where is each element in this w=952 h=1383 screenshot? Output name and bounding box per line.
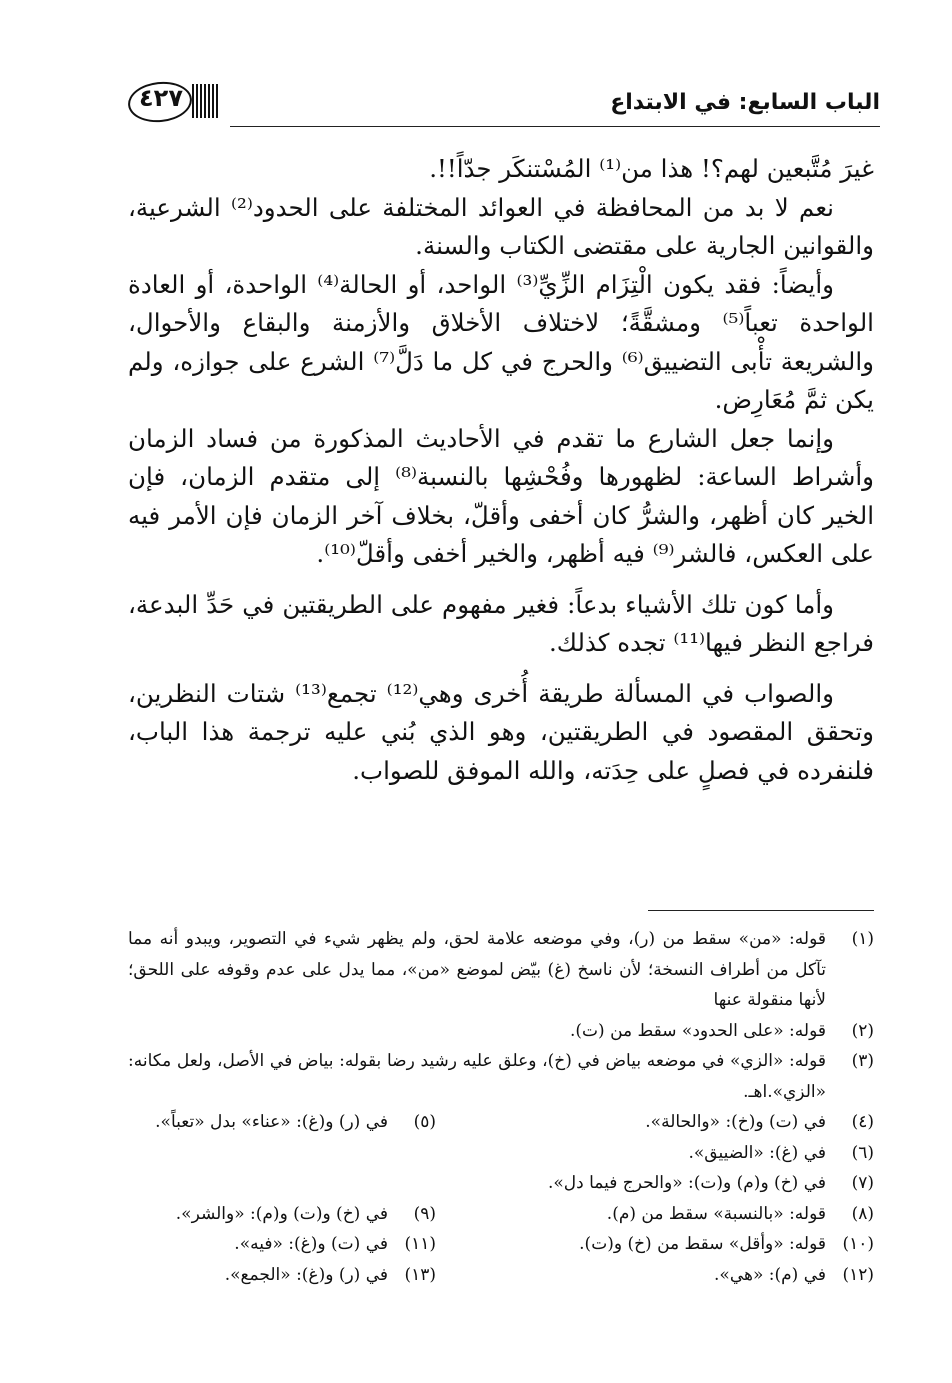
- running-header: [110, 60, 880, 130]
- footnote-number: (١٣): [404, 1264, 436, 1285]
- footnote-10: [436, 1229, 874, 1260]
- footnote-11: [234, 1229, 436, 1260]
- footnote-number: (٧): [851, 1173, 874, 1193]
- footnote-4: [436, 1107, 874, 1138]
- footnote-number: (٨): [851, 1203, 874, 1224]
- footnote-text: في (غ): «الضييق».: [688, 1142, 826, 1163]
- footnote-row: [128, 1260, 874, 1291]
- footnote-number: (٩): [413, 1203, 436, 1224]
- paragraph-5: وأما كون تلك الأشياء بدعاً: فغير مفهوم على الطريقتين في حَدِّ البدعة، فراجع النظر فيها⁽¹¹⁾ تجده كذلك.: [128, 589, 874, 657]
- footnote-number: (١٢): [842, 1264, 874, 1285]
- paragraph-2: نعم لا بد من المحافظة في العوائد المختلفة على الحدود⁽²⁾ الشرعية، والقوانين الجارية على مقتضى الكتاب والسنة.: [128, 192, 874, 260]
- footnote-text: في (ر) و(غ): «الجمع».: [224, 1264, 388, 1285]
- footnote-text: في (ت) و(غ): «فيه».: [234, 1234, 388, 1254]
- footnote-text: قوله: «وأقل» سقط من (خ) و(ت).: [579, 1234, 826, 1254]
- paragraph-6: والصواب في المسألة طريقة أُخرى وهي⁽¹²⁾ تجمع⁽¹³⁾ شتات النظرين، وتحقق المقصود في الطريقتين، وهو الذي بُني عليه ترجمة هذا الباب، فلنفرده في فصلٍ على حِدَته، والله الموفق للصواب.: [128, 678, 874, 785]
- paragraph-1: غيرَ مُتَّبعين لهم؟! هذا من⁽¹⁾ المُسْتنكَر جدّاً!!.: [429, 154, 874, 183]
- footnote-row: [128, 1229, 874, 1260]
- footnote-number: (١٠): [842, 1234, 874, 1254]
- footnote-1: [128, 924, 874, 1016]
- footnote-separator: [648, 910, 874, 911]
- footnote-text: في (ت) و(خ): «والحالة».: [645, 1112, 826, 1132]
- paragraph-3: وأيضاً: فقد يكون الْتِزَام الزِّيِّ⁽³⁾ الواحد، أو الحالة⁽⁴⁾ الواحدة، أو العادة الواحدة تعباً⁽⁵⁾ ومشقَّةً؛ لاختلاف الأخلاق والأزمنة والبقاع والأحوال، والشريعة تأْبى التضييق⁽⁶⁾ والحرج في كل ما دَلَّ⁽⁷⁾ الشرع على جوازه، ولم يكن ثمَّ مُعَارِض.: [128, 269, 875, 414]
- footnote-5: [155, 1107, 436, 1138]
- footnote-number: (٤): [851, 1112, 874, 1132]
- chapter-title: الباب السابع: في الابتداع: [610, 90, 880, 115]
- footnote-number: (٥): [413, 1112, 436, 1132]
- footnotes: [128, 924, 874, 1290]
- footnote-row: [128, 1107, 874, 1138]
- paragraph-4: وإنما جعل الشارع ما تقدم في الأحاديث المذكورة من فساد الزمان وأشراط الساعة: لظهورها وفُحْشِها بالنسبة⁽⁸⁾ إلى متقدم الزمان، فإن الخير كان أظهر، والشرُّ كان أخفى وأقلّ، بخلاف آخر الزمان فإن الأمر فيه على العكس، فالشر⁽⁹⁾ فيه أظهر، والخير أخفى وأقلّ⁽¹⁰⁾.: [128, 423, 874, 568]
- footnote-text: في (خ) و(م) و(ت): «والحرج فيما دل».: [548, 1173, 826, 1193]
- footnote-3: [128, 1046, 874, 1107]
- footnote-number: (١): [851, 929, 874, 949]
- footnote-text: في (خ) و(ت) و(م): «والشر».: [175, 1203, 388, 1224]
- footnote-12: [436, 1260, 874, 1291]
- footnote-8: [436, 1199, 874, 1230]
- footnote-number: (٣): [851, 1051, 874, 1071]
- footnote-row: [128, 1199, 874, 1230]
- footnote-text: في (م): «هي».: [714, 1264, 826, 1285]
- footnote-number: (٦): [851, 1142, 874, 1163]
- footnote-9: [176, 1199, 436, 1230]
- footnote-6: [128, 1138, 874, 1169]
- main-text: [128, 150, 874, 790]
- footnote-text: في (ر) و(غ): «عناء» بدل «تعباً».: [155, 1112, 388, 1132]
- page-number: ٤٢٧: [139, 84, 183, 112]
- footnote-text: قوله: «على الحدود» سقط من (ت).: [570, 1020, 826, 1041]
- decorative-bars: [192, 84, 218, 118]
- footnote-text: قوله: «من» سقط من (ر)، وفي موضعه علامة لحق، ولم يظهر شيء في التصوير، ويبدو أنه مما تآكل من أطراف النسخة؛ لأن ناسخ (غ) بيّض لموضع «من»، مما يدل على عدم وقوفه على اللحق؛ لأنها منقولة عنها: [128, 929, 826, 1010]
- footnote-text: قوله: «بالنسبة» سقط من (م).: [606, 1203, 826, 1224]
- footnote-13: [225, 1260, 436, 1291]
- footnote-number: (٢): [851, 1020, 874, 1041]
- footnote-7: [128, 1168, 874, 1199]
- footnote-number: (١١): [404, 1234, 436, 1254]
- footnote-text: قوله: «الزي» في موضعه بياض في (خ)، وعلق عليه رشيد رضا بقوله: بياض في الأصل، ولعل مكانه: «الزي».اهـ.: [128, 1051, 826, 1102]
- footnote-2: [128, 1016, 874, 1047]
- header-rule: [230, 126, 880, 127]
- page-number-badge: [122, 78, 226, 128]
